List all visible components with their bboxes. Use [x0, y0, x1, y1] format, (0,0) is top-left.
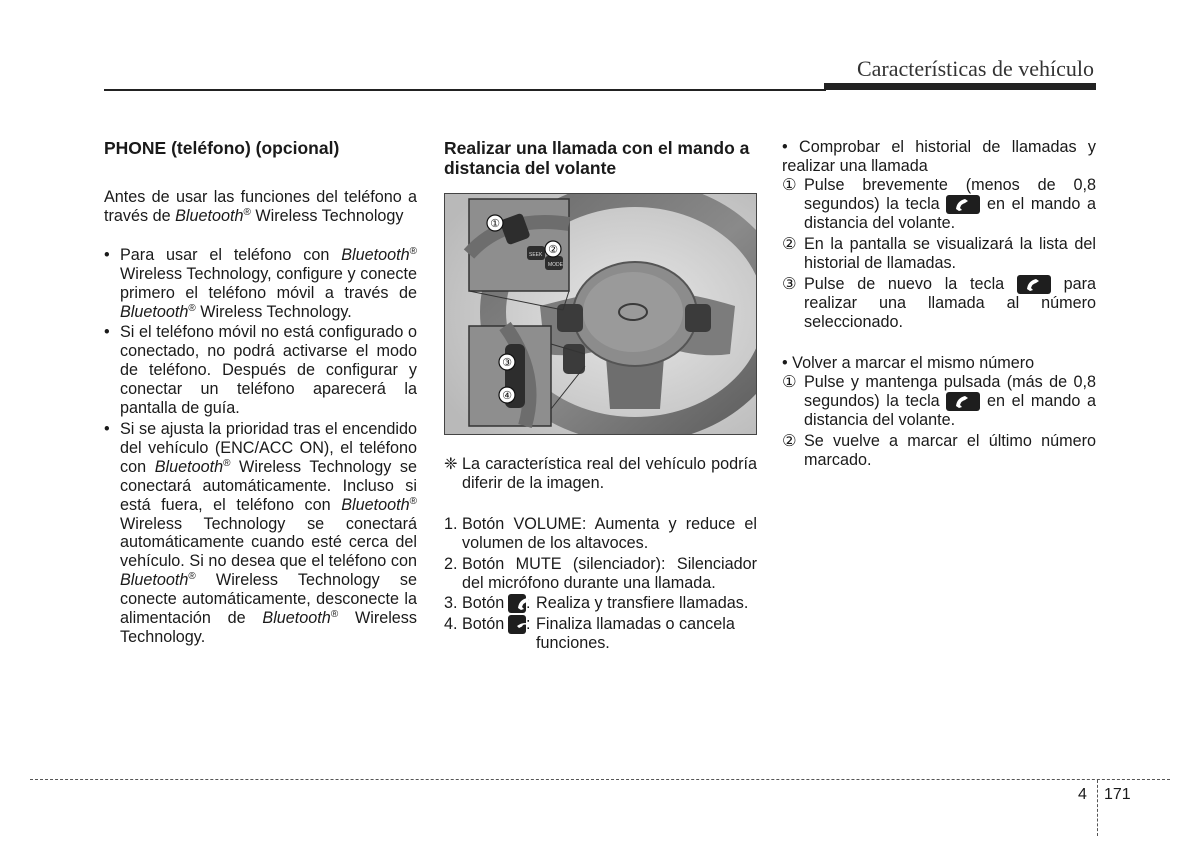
list-item: 2. Botón MUTE (silenciador): Silenciador del micrófono durante una llamada.	[444, 554, 757, 592]
mode-button-label: MODE	[548, 262, 563, 268]
call-key-icon	[508, 594, 526, 613]
list-item: ① Pulse brevemente (menos de 0,8 segundos) la tecla en el mando a distancia del volante.	[782, 175, 1097, 232]
section-heading-phone: PHONE (teléfono) (opcional)	[104, 138, 340, 158]
footer-rule	[30, 779, 1170, 780]
header-title: Características de vehículo	[856, 56, 1094, 81]
subheading-redial: • Volver a marcar el mismo número	[782, 353, 1035, 372]
column-middle	[444, 138, 757, 655]
list-item: ② En la pantalla se visualizará la lista del historial de llamadas.	[782, 234, 1096, 272]
call-key-icon	[946, 195, 980, 214]
figure-note: ❈ La característica real del vehículo podría diferir de la imagen.	[444, 455, 757, 492]
callout-3: ③	[502, 356, 512, 369]
seek-button-label: SEEK	[529, 252, 543, 258]
end-call-key-icon	[508, 615, 526, 634]
intro-paragraph: Antes de usar las funciones del teléfono a través de Bluetooth® Wireless Technology	[104, 188, 417, 225]
header-rule	[104, 89, 826, 91]
column-right	[782, 138, 1096, 471]
list-item: 1. Botón VOLUME: Aumenta y reduce el volumen de los altavoces.	[444, 514, 757, 552]
footer-divider	[1097, 780, 1098, 836]
list-item: ③ Pulse de nuevo la tecla para realizar una llamada al número seleccionado.	[782, 274, 1096, 331]
header-rule-accent	[824, 83, 1096, 90]
callout-4: ④	[502, 389, 512, 402]
steering-wheel-illustration	[445, 194, 756, 434]
callout-1: ①	[490, 217, 500, 230]
call-key-icon	[1017, 275, 1051, 294]
callout-2: ②	[548, 243, 558, 256]
list-item: • Si se ajusta la prioridad tras el encendido del vehículo (ENC/ACC ON), el teléfono con Bluetooth® Wireless Technology se conectará automáticamente. Incluso si está fuera, el teléfono con Bluetooth® Wireless Technology se conectará automáticamente cuando esté cerca del vehículo. Si no desea que el teléfono con Bluetooth® Wireless Technology se conecte automáticamente, desconecte la alimentación de Bluetooth® Wireless Technology.	[104, 420, 417, 647]
list-item: • Para usar el teléfono con Bluetooth® Wireless Technology, configure y conecte primero el teléfono móvil a través de Bluetooth® Wireless Technology.	[104, 246, 417, 322]
page-number: 171	[1104, 786, 1131, 803]
list-item: 4. Botón Finaliza llamadas o cancela funciones.	[444, 615, 735, 653]
section-heading-steering-call: Realizar una llamada con el mando a distancia del volante	[444, 138, 750, 178]
steering-wheel-figure	[444, 193, 757, 435]
list-item: • Si el teléfono móvil no está configurado o conectado, no podrá activarse el modo de teléfono. Después de configurar y conectar un teléfono aparecerá la pantalla de guía.	[104, 323, 417, 418]
list-item: 3. Botón : Realiza y transfiere llamadas.	[444, 594, 749, 613]
list-item: ① Pulse y mantenga pulsada (más de 0,8 segundos) la tecla en el mando a distancia del volante.	[782, 372, 1097, 429]
chapter-number: 4	[1078, 786, 1087, 803]
subheading-call-history: • Comprobar el historial de llamadas y realizar una llamada	[782, 138, 1096, 175]
list-item: ② Se vuelve a marcar el último número marcado.	[782, 431, 1096, 469]
phone-bullet-list	[104, 246, 417, 647]
column-left	[104, 138, 417, 649]
call-key-icon	[946, 392, 980, 411]
